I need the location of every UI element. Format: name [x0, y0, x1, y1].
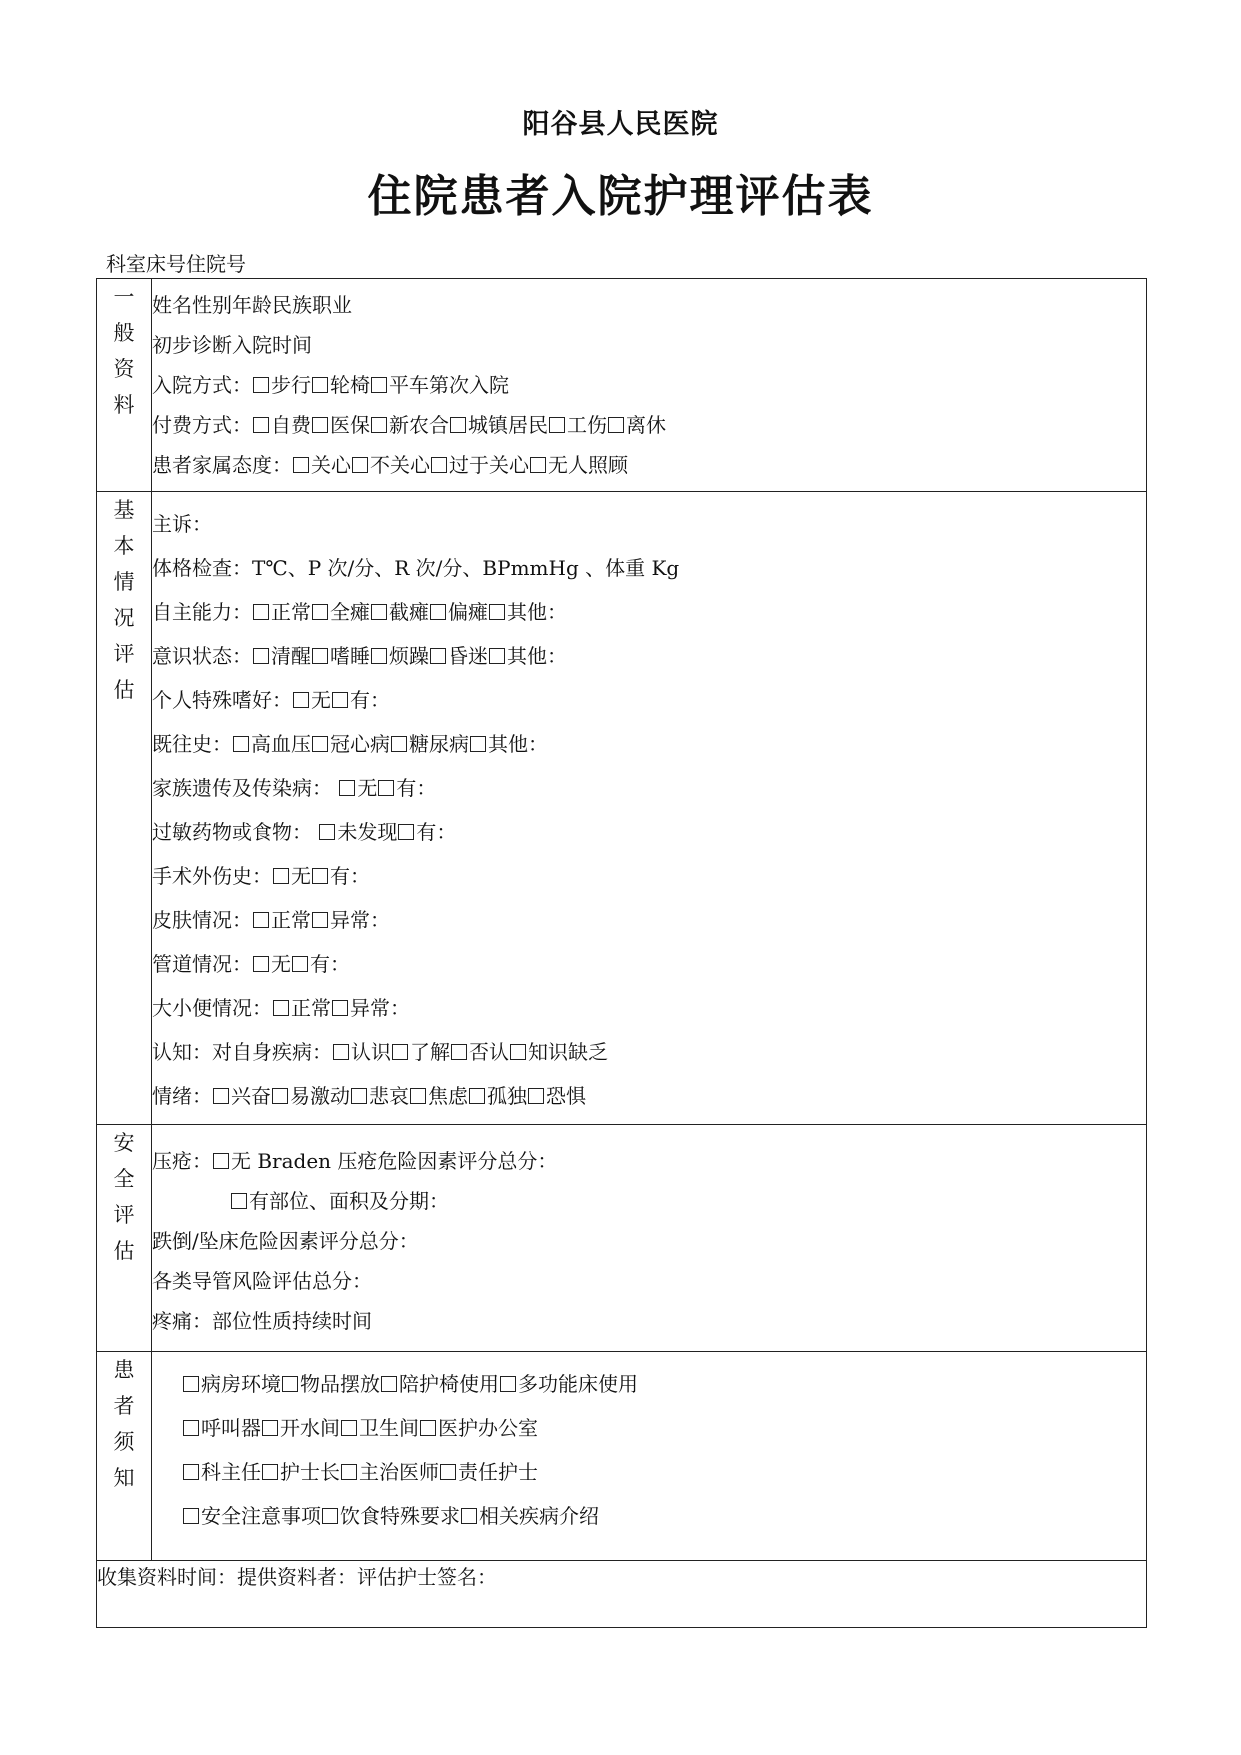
form-title: 住院患者入院护理评估表	[367, 171, 874, 222]
checkbox-label: 认识	[351, 1040, 391, 1064]
row-label: 入院方式：	[152, 373, 252, 397]
checkbox[interactable]	[392, 1044, 408, 1060]
checkbox[interactable]	[262, 1420, 278, 1436]
checkbox-label: 有：	[310, 952, 350, 976]
footer-row	[97, 1561, 1147, 1628]
checkbox[interactable]	[292, 956, 308, 972]
checkbox-label: 卫生间	[359, 1416, 419, 1440]
checkbox[interactable]	[253, 648, 269, 664]
form-row	[152, 590, 1146, 634]
checkbox[interactable]	[183, 1420, 199, 1436]
checkbox-label: 城镇居民	[468, 413, 548, 437]
row-label: 情绪：	[152, 1084, 212, 1108]
row-label: 意识状态：	[152, 644, 252, 668]
checkbox-label: 孤独	[487, 1084, 527, 1108]
checkbox-label: 科主任	[201, 1460, 261, 1484]
form-row	[152, 325, 1146, 365]
checkbox[interactable]	[213, 1153, 229, 1169]
form-row	[152, 1181, 1146, 1221]
checkbox[interactable]	[333, 1044, 349, 1060]
checkbox[interactable]	[528, 1088, 544, 1104]
form-row	[152, 898, 1146, 942]
checkbox-label: 新农合	[389, 413, 449, 437]
checkbox-label: 异常：	[330, 908, 390, 932]
form-row	[152, 722, 1146, 766]
checkbox-label: 烦躁	[389, 644, 429, 668]
section-body	[152, 1352, 1147, 1561]
checkbox[interactable]	[273, 1000, 289, 1016]
row-label: 家族遗传及传染病：	[152, 776, 339, 800]
section-body	[152, 279, 1147, 492]
checkbox[interactable]	[440, 1464, 456, 1480]
checkbox[interactable]	[450, 417, 466, 433]
section-label-text	[112, 1125, 136, 1269]
checkbox[interactable]	[398, 824, 414, 840]
section-safety-assessment	[97, 1125, 1147, 1352]
row-label: 初步诊断入院时间	[152, 333, 312, 357]
checkbox[interactable]	[341, 1464, 357, 1480]
checkbox[interactable]	[293, 692, 309, 708]
form-row	[152, 1450, 1146, 1494]
section-body	[152, 492, 1147, 1125]
label-char: 安	[113, 1131, 135, 1155]
checkbox[interactable]	[332, 692, 348, 708]
checkbox-label: 其他：	[507, 644, 567, 668]
row-label: 姓名性别年龄民族职业	[152, 293, 352, 317]
checkbox-label: 无人照顾	[548, 453, 628, 477]
label-char: 全	[113, 1167, 135, 1191]
row-label: 自主能力：	[152, 600, 252, 624]
checkbox[interactable]	[233, 736, 249, 752]
checkbox[interactable]	[183, 1376, 199, 1392]
checkbox[interactable]	[469, 1088, 485, 1104]
row-label: 主诉：	[152, 512, 212, 536]
row-label: 大小便情况：	[152, 996, 272, 1020]
checkbox-label: 嗜睡	[330, 644, 370, 668]
row-label: 既往史：	[152, 732, 232, 756]
label-char: 基	[113, 498, 135, 522]
checkbox[interactable]	[431, 457, 447, 473]
checkbox[interactable]	[371, 648, 387, 664]
checkbox-label: 医护办公室	[438, 1416, 538, 1440]
checkbox-label: 冠心病	[330, 732, 390, 756]
checkbox-label: 了解	[410, 1040, 450, 1064]
checkbox[interactable]	[312, 604, 328, 620]
section-label-text	[112, 492, 136, 708]
checkbox-label: 否认	[469, 1040, 509, 1064]
checkbox[interactable]	[410, 1088, 426, 1104]
checkbox[interactable]	[352, 457, 368, 473]
checkbox-label: 有：	[396, 776, 437, 800]
checkbox[interactable]	[183, 1464, 199, 1480]
section-label	[97, 492, 152, 1125]
label-char: 情	[113, 570, 135, 594]
checkbox[interactable]	[489, 604, 505, 620]
checkbox-label: 平车第次入院	[389, 373, 509, 397]
checkbox[interactable]	[500, 1376, 516, 1392]
form-row	[152, 1362, 1146, 1406]
form-row	[152, 445, 1146, 485]
form-row	[152, 810, 1146, 854]
form-row	[152, 1030, 1146, 1074]
checkbox[interactable]	[293, 457, 309, 473]
checkbox-label: 护士长	[280, 1460, 340, 1484]
checkbox[interactable]	[341, 1420, 357, 1436]
label-char: 评	[113, 642, 135, 666]
form-row	[152, 502, 1146, 546]
checkbox-label: 正常	[291, 996, 331, 1020]
checkbox[interactable]	[371, 417, 387, 433]
form-row	[152, 365, 1146, 405]
checkbox-label: 相关疾病介绍	[479, 1504, 599, 1528]
label-char: 一	[113, 285, 135, 309]
section-patient-notice	[97, 1352, 1147, 1561]
checkbox[interactable]	[461, 1508, 477, 1524]
checkbox-label: 无	[357, 776, 378, 800]
form-row	[152, 986, 1146, 1030]
checkbox-label: 易激动	[290, 1084, 350, 1108]
checkbox-label: 陪护椅使用	[399, 1372, 499, 1396]
row-label: 疼痛：部位性质持续时间	[152, 1309, 372, 1333]
checkbox[interactable]	[253, 377, 269, 393]
checkbox[interactable]	[253, 417, 269, 433]
checkbox-label: 责任护士	[458, 1460, 538, 1484]
checkbox-label: 开水间	[280, 1416, 340, 1440]
label-char: 患	[113, 1358, 135, 1382]
checkbox-label: 全瘫	[330, 600, 370, 624]
checkbox-label: 过于关心	[449, 453, 529, 477]
hospital-name: 阳谷县人民医院	[522, 109, 719, 140]
checkbox-label: 医保	[330, 413, 370, 437]
checkbox-label: 清醒	[271, 644, 311, 668]
signature-line: 收集资料时间：提供资料者：评估护士签名：	[97, 1561, 1147, 1628]
checkbox-label: 其他：	[507, 600, 567, 624]
form-row	[152, 1301, 1146, 1341]
label-char: 况	[113, 606, 135, 630]
checkbox-label: 有：	[330, 864, 370, 888]
checkbox-label: 有：	[350, 688, 390, 712]
checkbox-label: 未发现	[337, 820, 398, 844]
section-label-text	[112, 279, 136, 423]
checkbox-label: 焦虑	[428, 1084, 468, 1108]
section-label	[97, 1352, 152, 1561]
label-char: 料	[113, 393, 135, 417]
row-label: 认知：对自身疾病：	[152, 1040, 332, 1064]
patient-id-line: 科室床号住院号	[106, 252, 246, 276]
label-char: 资	[113, 357, 135, 381]
checkbox[interactable]	[381, 1376, 397, 1392]
row-label: 患者家属态度：	[152, 453, 292, 477]
checkbox[interactable]	[322, 1508, 338, 1524]
checkbox-label: 无	[291, 864, 311, 888]
form-row	[152, 766, 1146, 810]
checkbox[interactable]	[530, 457, 546, 473]
checkbox[interactable]	[430, 604, 446, 620]
checkbox[interactable]	[510, 1044, 526, 1060]
checkbox-label: 截瘫	[389, 600, 429, 624]
checkbox-label: 离休	[626, 413, 666, 437]
form-row	[152, 285, 1146, 325]
checkbox-label: 物品摆放	[300, 1372, 380, 1396]
checkbox-label: 昏迷	[448, 644, 488, 668]
label-char: 知	[113, 1466, 135, 1490]
checkbox-label: 步行	[271, 373, 311, 397]
checkbox[interactable]	[371, 377, 387, 393]
section-general-info	[97, 279, 1147, 492]
checkbox-label: 知识缺乏	[528, 1040, 608, 1064]
label-char: 评	[113, 1203, 135, 1227]
section-label	[97, 1125, 152, 1352]
checkbox[interactable]	[273, 868, 289, 884]
label-char: 者	[113, 1394, 135, 1418]
checkbox[interactable]	[378, 780, 394, 796]
checkbox[interactable]	[282, 1376, 298, 1392]
checkbox[interactable]	[319, 824, 335, 840]
checkbox[interactable]	[339, 780, 355, 796]
form-row	[152, 1494, 1146, 1538]
section-basic-assessment	[97, 492, 1147, 1125]
label-char: 本	[113, 534, 135, 558]
checkbox[interactable]	[371, 604, 387, 620]
checkbox-label: 有：	[416, 820, 457, 844]
checkbox[interactable]	[312, 868, 328, 884]
form-row	[152, 678, 1146, 722]
label-char: 须	[113, 1430, 135, 1454]
assessment-table	[96, 278, 1147, 1628]
checkbox-label: 关心	[311, 453, 351, 477]
checkbox-label: 饮食特殊要求	[340, 1504, 460, 1528]
row-label: 手术外伤史：	[152, 864, 272, 888]
checkbox-label: 无	[311, 688, 331, 712]
label-char: 估	[113, 678, 135, 702]
form-row	[152, 634, 1146, 678]
checkbox-label: 不关心	[370, 453, 430, 477]
checkbox[interactable]	[213, 1088, 229, 1104]
checkbox[interactable]	[608, 417, 624, 433]
row-label: 过敏药物或食物：	[152, 820, 319, 844]
checkbox[interactable]	[451, 1044, 467, 1060]
row-label: 付费方式：	[152, 413, 252, 437]
checkbox-label: 无 Braden 压疮危险因素评分总分：	[231, 1149, 558, 1173]
label-char: 估	[113, 1239, 135, 1263]
checkbox-label: 正常	[271, 600, 311, 624]
checkbox[interactable]	[549, 417, 565, 433]
checkbox[interactable]	[312, 417, 328, 433]
checkbox[interactable]	[470, 736, 486, 752]
section-body	[152, 1125, 1147, 1352]
row-label: 压疮：	[152, 1149, 212, 1173]
checkbox[interactable]	[231, 1193, 247, 1209]
checkbox[interactable]	[183, 1508, 199, 1524]
checkbox[interactable]	[253, 956, 269, 972]
checkbox-label: 正常	[271, 908, 311, 932]
checkbox[interactable]	[489, 648, 505, 664]
form-row	[152, 1141, 1146, 1181]
checkbox[interactable]	[253, 912, 269, 928]
checkbox[interactable]	[420, 1420, 436, 1436]
checkbox[interactable]	[312, 648, 328, 664]
section-label-text	[112, 1352, 136, 1496]
row-label: 皮肤情况：	[152, 908, 252, 932]
section-label	[97, 279, 152, 492]
checkbox[interactable]	[332, 1000, 348, 1016]
checkbox-label: 工伤	[567, 413, 607, 437]
checkbox[interactable]	[430, 648, 446, 664]
row-label: 跌倒/坠床危险因素评分总分：	[152, 1229, 419, 1253]
checkbox-label: 悲哀	[369, 1084, 409, 1108]
checkbox-label: 兴奋	[231, 1084, 271, 1108]
checkbox[interactable]	[391, 736, 407, 752]
checkbox[interactable]	[272, 1088, 288, 1104]
checkbox-label: 病房环境	[201, 1372, 281, 1396]
form-row	[152, 942, 1146, 986]
checkbox[interactable]	[253, 604, 269, 620]
form-row	[152, 1406, 1146, 1450]
checkbox-label: 糖尿病	[409, 732, 469, 756]
checkbox-label: 无	[271, 952, 291, 976]
row-label: 管道情况：	[152, 952, 252, 976]
checkbox-label: 多功能床使用	[518, 1372, 638, 1396]
checkbox-label: 呼叫器	[201, 1416, 261, 1440]
checkbox[interactable]	[312, 912, 328, 928]
checkbox-label: 恐惧	[546, 1084, 586, 1108]
row-label: 个人特殊嗜好：	[152, 688, 292, 712]
checkbox[interactable]	[351, 1088, 367, 1104]
checkbox-label: 有部位、面积及分期：	[249, 1189, 449, 1213]
checkbox-label: 异常：	[350, 996, 410, 1020]
form-row	[152, 1221, 1146, 1261]
checkbox-label: 主治医师	[359, 1460, 439, 1484]
form-row	[152, 405, 1146, 445]
checkbox-label: 高血压	[251, 732, 311, 756]
checkbox[interactable]	[262, 1464, 278, 1480]
checkbox-label: 自费	[271, 413, 311, 437]
checkbox-label: 安全注意事项	[201, 1504, 321, 1528]
checkbox[interactable]	[312, 377, 328, 393]
row-label: 体格检查：T℃、P 次/分、R 次/分、BPmmHg 、体重 Kg	[152, 556, 680, 580]
checkbox[interactable]	[312, 736, 328, 752]
form-row	[152, 1074, 1146, 1118]
form-row	[152, 1261, 1146, 1301]
form-row	[152, 854, 1146, 898]
label-char: 般	[113, 321, 135, 345]
form-row	[152, 546, 1146, 590]
checkbox-label: 轮椅	[330, 373, 370, 397]
checkbox-label: 其他：	[488, 732, 548, 756]
row-label: 各类导管风险评估总分：	[152, 1269, 372, 1293]
checkbox-label: 偏瘫	[448, 600, 488, 624]
